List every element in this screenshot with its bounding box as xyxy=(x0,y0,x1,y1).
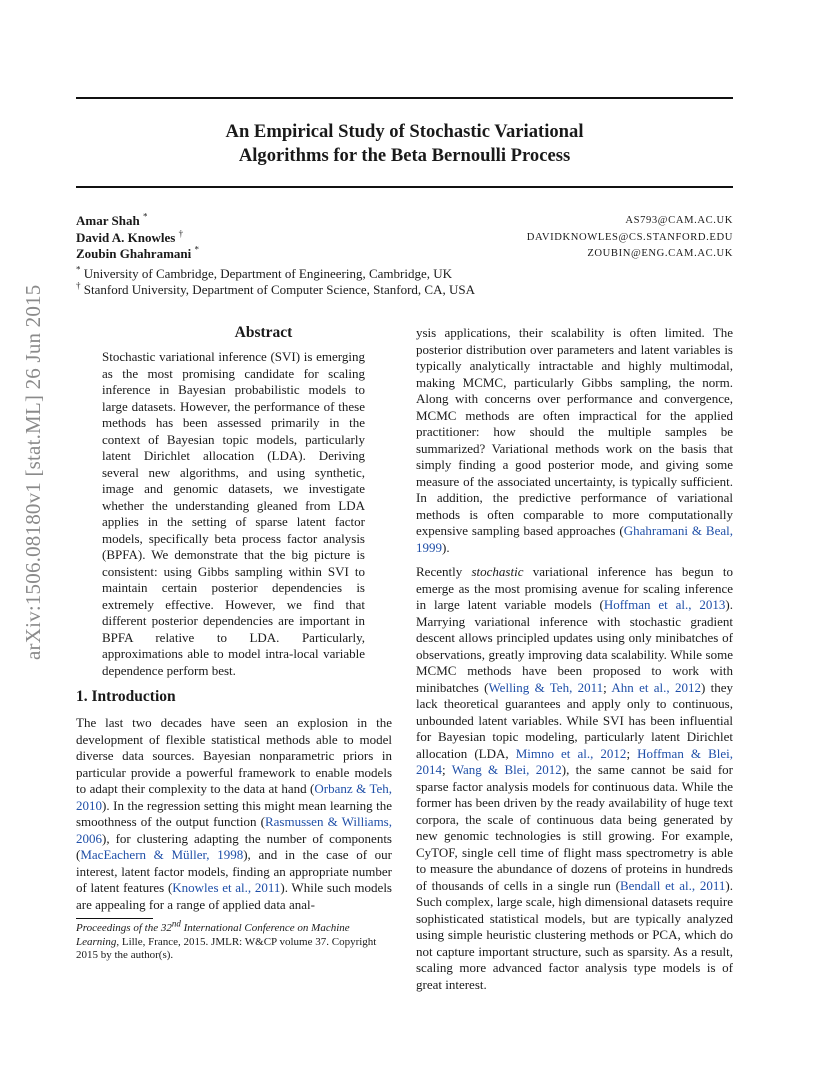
author-mark: * xyxy=(142,211,148,222)
affiliation xyxy=(76,282,733,299)
affiliation-mark: * xyxy=(76,264,81,275)
author-mark: † xyxy=(178,228,184,239)
citation-link[interactable]: Rasmussen & Williams, 2006 xyxy=(76,814,392,846)
citation-link[interactable]: Orbanz & Teh, 2010 xyxy=(76,781,393,813)
introduction-heading: 1. Introduction xyxy=(76,688,176,705)
body-paragraph: Recently stochastic variational inference has begun to emerge as the most promising avenue for scaling inference in large latent variable models (Hoffman et al., 2013). Marrying variational inference with stochastic gradient descent allows principled updates using only minibatches of observations, greatly improving data scalability. While some MCMC methods have been proposed to work with minibatches (Welling & Teh, 2011; Ahn et al., 2012) they lack theoretical guarantees and apply only to continuous, unbounded latent variables. While SVI has been influential for Bayesian topic modeling, particularly latent Dirichlet allocation (LDA, Mimno et al., 2012; Hoffman & Blei, 2014; Wang & Blei, 2012), the same cannot be said for sparse factor analysis models for continuous data. While the former has been driven by the ready availability of huge text corpora, the scale of continuous data being generated by new genomic technologies is still growing. For example, CyTOF, single cell time of flight mass spectrometry is able to measure the abundance of dozens of proteins in hundreds of thousands of cells in a single run (Bendall et al., 2011). Such complex, large scale, high dimensional datasets require sophisticated statistical models, but are typically analyzed using simple heuristic clustering methods or PCA, which do not capture important structure, such as sparsity. As a result, scaling more advanced factor analysis type models is of great interest. xyxy=(416,564,734,992)
citation-link[interactable]: Welling & Teh, 2011 xyxy=(488,679,604,695)
citation-link[interactable]: Ahn et al., 2012 xyxy=(611,679,701,695)
author-email[interactable]: ZOUBIN@ENG.CAM.AC.UK xyxy=(587,248,733,259)
affiliation-text: Stanford University, Department of Computer Science, Stanford, CA, USA xyxy=(83,282,476,297)
introduction-paragraph: The last two decades have seen an explosion in the development of flexible statistical methods able to model diverse data sources. Bayesian nonparametric priors in particular provide a powerful framework to enable models to adapt their complexity to the data at hand (Orbanz & Teh, 2010). In the regression setting this might mean learning the smoothness of the output function (Rasmussen & Williams, 2006), for clustering adapting the number of components (MacEachern & Müller, 1998), and in the case of our interest, latent factor models, finding an appropriate number of latent features (Knowles et al., 2011). While such models are appealing for a range of applied data anal- xyxy=(76,715,393,912)
abstract-heading: Abstract xyxy=(234,324,293,341)
proceedings-footnote: Proceedings of the 32nd International Conference on Machine Learning, Lille, France, 2015. JMLR: W&CP volume 37. Copyright 2015 by the author(s). xyxy=(76,918,377,962)
arxiv-stamp[interactable]: arXiv:1506.08180v1 [stat.ML] 26 Jun 2015 xyxy=(21,284,45,660)
author-name: David A. Knowles xyxy=(76,229,176,245)
top-rule xyxy=(76,97,733,99)
author-name: Zoubin Ghahramani xyxy=(76,246,192,261)
emphasis-text: stochastic xyxy=(471,564,524,579)
citation-link[interactable]: Ghahramani & Beal, 1999 xyxy=(416,523,734,555)
affiliation-mark: † xyxy=(76,280,81,291)
citation-link[interactable]: Bendall et al., 2011 xyxy=(619,877,726,893)
author-block xyxy=(76,213,733,299)
citation-link[interactable]: Hoffman et al., 2013 xyxy=(603,597,726,612)
citation-link[interactable]: MacEachern & Müller, 1998 xyxy=(80,847,244,862)
author-email[interactable]: DAVIDKNOWLES@CS.STANFORD.EDU xyxy=(526,231,733,243)
footnote-rule xyxy=(76,918,153,919)
title-bottom-rule xyxy=(76,186,733,188)
citation-link[interactable]: Hoffman & Blei, 2014 xyxy=(416,745,733,777)
citation-link[interactable]: Knowles et al., 2011 xyxy=(172,880,281,895)
affiliation-text: University of Cambridge, Department of Engineering, Cambridge, UK xyxy=(83,265,452,281)
paper-title: An Empirical Study of Stochastic Variational Algorithms for the Beta Bernoulli Process xyxy=(225,121,584,166)
author-mark: * xyxy=(194,244,199,255)
body-paragraph: ysis applications, their scalability is often limited. The posterior distribution over parameters and latent variables is typically analytically intractable and highly multimodal, making MCMC, particularly Gibbs sampling, the norm. Along with concerns over performance and convergence, MCMC methods are often impractical for the applied practitioner: how should the multiple samples be summarized? Variational methods work on the basis that simply finding a good posterior mode, and giving some measure of the associated uncertainty, is typically sufficient. In addition, the predictive performance of variational methods is often comparable to more computationally expensive sampling based approaches (Ghahramani & Beal, 1999). xyxy=(416,325,734,555)
author-name: Amar Shah xyxy=(76,213,140,228)
author-row xyxy=(76,213,733,230)
right-column xyxy=(416,325,733,993)
author-row xyxy=(76,230,733,247)
author-row xyxy=(76,246,733,263)
author-email[interactable]: AS793@CAM.AC.UK xyxy=(625,215,733,226)
citation-link[interactable]: Wang & Blei, 2012 xyxy=(451,762,562,777)
abstract-text: Stochastic variational inference (SVI) is emerging as the most promising candidate for scaling inference in Bayesian probabilistic models to large datasets. However, the performance of these methods has been assessed primarily in the context of Bayesian topic models, particularly latent Dirichlet allocation (LDA). Deriving several new algorithms, and using synthetic, image and genomic datasets, we investigate whether the understanding gleaned from LDA applies in the setting of sparse latent factor models, specifically beta process factor analysis (BPFA). We demonstrate that the big picture is consistent: using Gibbs sampling within SVI to maintain certain posterior dependencies is extremely effective. However, we find that different posterior dependencies are important in BPFA relative to LDA. Particularly, approximations able to model intra-local variable dependence perform best. xyxy=(102,349,365,678)
affiliation xyxy=(76,266,733,283)
citation-link[interactable]: Mimno et al., 2012 xyxy=(515,745,627,761)
